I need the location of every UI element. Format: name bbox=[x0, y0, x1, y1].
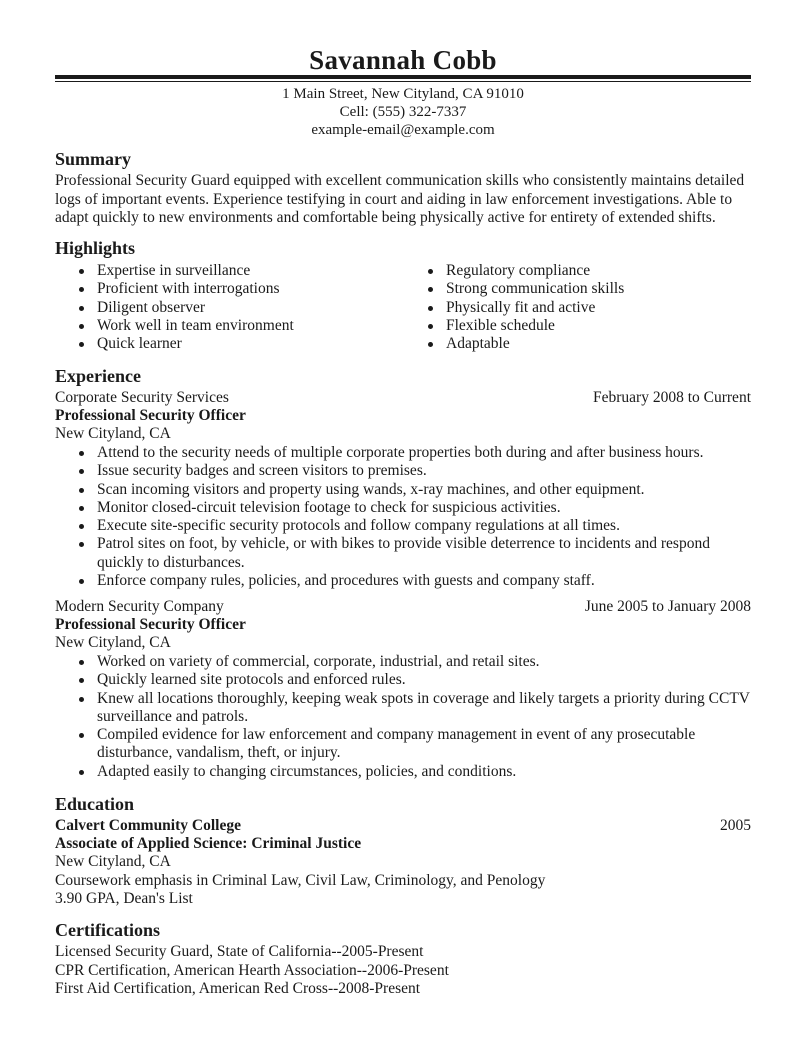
education-year: 2005 bbox=[720, 817, 751, 834]
list-item: Physically fit and active bbox=[426, 299, 746, 317]
list-item: Execute site-specific security protocols and follow company regulations at all times. bbox=[77, 517, 751, 535]
job-location: New Cityland, CA bbox=[55, 425, 171, 442]
contact-cell: Cell: (555) 322-7337 bbox=[339, 104, 467, 120]
job-role: Professional Security Officer bbox=[55, 616, 246, 633]
contact-email: example-email@example.com bbox=[311, 122, 495, 138]
list-item: Issue security badges and screen visitors to premises. bbox=[77, 462, 751, 480]
job-company: Modern Security Company bbox=[55, 598, 224, 615]
header-divider-thin bbox=[55, 81, 751, 82]
job-role: Professional Security Officer bbox=[55, 407, 246, 424]
list-item: Attend to the security needs of multiple corporate properties both during and after business hours. bbox=[77, 444, 751, 462]
list-item: Knew all locations thoroughly, keeping weak spots in coverage and likely targets a priority during CCTV surveillance and patrols. bbox=[77, 690, 751, 727]
education-degree: Associate of Applied Science: Criminal Justice bbox=[55, 835, 362, 852]
job-dates: June 2005 to January 2008 bbox=[584, 598, 751, 615]
list-item: Quick learner bbox=[77, 335, 407, 353]
list-item: Diligent observer bbox=[77, 299, 407, 317]
list-item: Flexible schedule bbox=[426, 317, 746, 335]
experience-heading: Experience bbox=[55, 366, 141, 386]
job-location: New Cityland, CA bbox=[55, 634, 171, 651]
list-item: Monitor closed-circuit television footage to check for suspicious activities. bbox=[77, 499, 751, 517]
education-gpa: 3.90 GPA, Dean's List bbox=[55, 890, 193, 907]
job-company: Corporate Security Services bbox=[55, 389, 229, 406]
list-item: Adapted easily to changing circumstances, policies, and conditions. bbox=[77, 763, 751, 781]
list-item: Strong communication skills bbox=[426, 280, 746, 298]
certification-item: First Aid Certification, American Red Cross--2008-Present bbox=[55, 980, 421, 997]
contact-address: 1 Main Street, New Cityland, CA 91010 bbox=[282, 86, 524, 102]
list-item: Expertise in surveillance bbox=[77, 262, 407, 280]
header-divider-thick bbox=[55, 75, 751, 79]
list-item: Regulatory compliance bbox=[426, 262, 746, 280]
education-school: Calvert Community College bbox=[55, 817, 241, 834]
contact-block bbox=[0, 85, 806, 139]
list-item: Patrol sites on foot, by vehicle, or with bikes to provide visible deterrence to incidents and respond quickly to disturbances. bbox=[77, 535, 751, 572]
list-item: Enforce company rules, policies, and procedures with guests and company staff. bbox=[77, 572, 751, 590]
highlights-heading: Highlights bbox=[55, 238, 136, 258]
job-header-row bbox=[55, 598, 751, 617]
job-duties-list bbox=[77, 653, 751, 781]
highlights-list-left bbox=[77, 262, 407, 353]
education-location: New Cityland, CA bbox=[55, 853, 171, 870]
list-item: Adaptable bbox=[426, 335, 746, 353]
education-heading: Education bbox=[55, 794, 135, 814]
candidate-name: Savannah Cobb bbox=[309, 45, 497, 75]
list-item: Compiled evidence for law enforcement and company management in event of any prosecutable disturbance, vandalism, theft, or injury. bbox=[77, 726, 751, 763]
summary-text: Professional Security Guard equipped with excellent communication skills who consistently maintains detailed logs of important events. Experience testifying in court and aiding in law enforcement investigations. Able to adapt quickly to new environments and comfortable being physically active for entirety of extended shifts. bbox=[55, 172, 745, 226]
list-item: Work well in team environment bbox=[77, 317, 407, 335]
list-item: Worked on variety of commercial, corporate, industrial, and retail sites. bbox=[77, 653, 751, 671]
certification-item: CPR Certification, American Hearth Association--2006-Present bbox=[55, 962, 449, 979]
list-item: Scan incoming visitors and property using wands, x-ray machines, and other equipment. bbox=[77, 481, 751, 499]
highlights-list-right bbox=[426, 262, 746, 353]
job-header-row bbox=[55, 389, 751, 408]
job-dates: February 2008 to Current bbox=[593, 389, 751, 406]
summary-heading: Summary bbox=[55, 149, 131, 169]
list-item: Proficient with interrogations bbox=[77, 280, 407, 298]
certification-item: Licensed Security Guard, State of California--2005-Present bbox=[55, 943, 424, 960]
education-header-row bbox=[55, 817, 751, 836]
certifications-heading: Certifications bbox=[55, 920, 160, 940]
job-duties-list bbox=[77, 444, 751, 590]
education-coursework: Coursework emphasis in Criminal Law, Civil Law, Criminology, and Penology bbox=[55, 872, 546, 889]
list-item: Quickly learned site protocols and enforced rules. bbox=[77, 671, 751, 689]
